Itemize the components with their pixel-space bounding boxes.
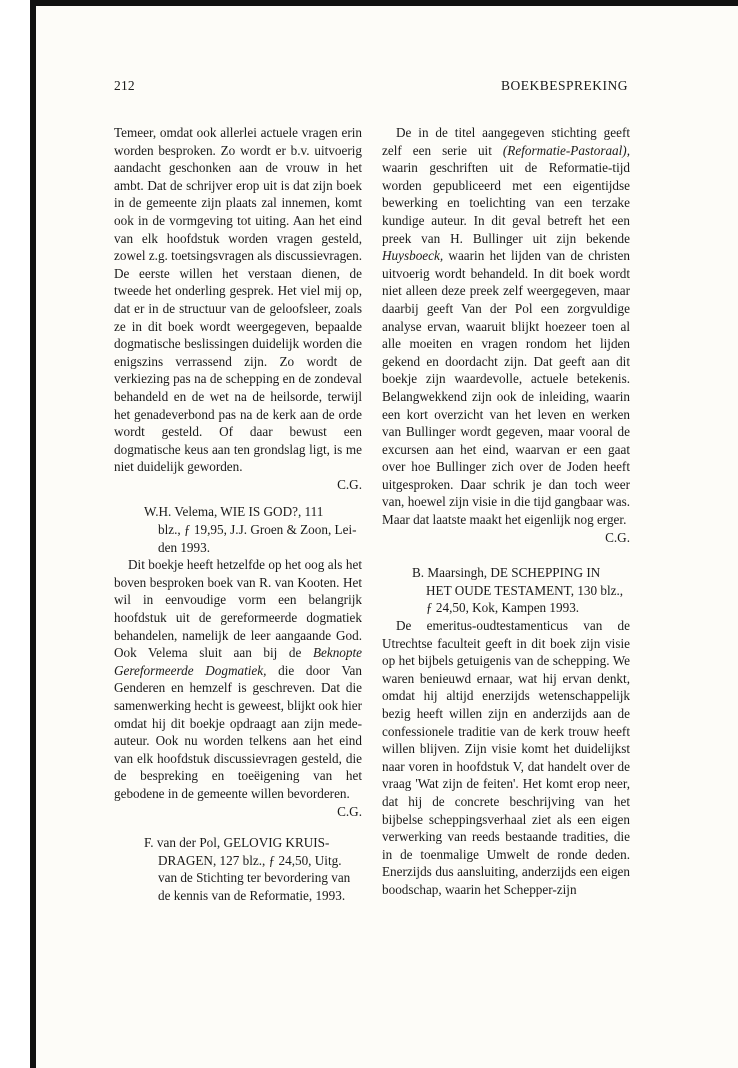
page-number: 212 bbox=[114, 78, 135, 93]
book-reference bbox=[114, 834, 362, 904]
italic-title: (Reformatie-Pastoraal), bbox=[502, 142, 630, 158]
reference-line: den 1993. bbox=[158, 539, 211, 555]
paragraph-text: De in de titel aangegeven stichting geeft zelf een serie uit bbox=[382, 125, 630, 158]
reference-line: blz., ƒ 19,95, J.J. Groen & Zoon, Lei- bbox=[158, 522, 357, 538]
reviewer-initials: C.G. bbox=[337, 476, 362, 492]
reference-line: HET OUDE TESTAMENT, 130 blz., bbox=[426, 582, 624, 598]
book-reference bbox=[114, 503, 362, 556]
review-paragraph bbox=[382, 124, 630, 529]
paragraph-text: waarin het lijden van de christen uitvoerig wordt behandeld. In dit boek wordt niet alleen deze preek zelf weergegeven, maar daarbij geeft Van der Pol een zorgvuldige analyse ervan, waaruit blijkt hoezeer toen al alle moeiten en vragen rondom het lijden gekend en doordacht zijn. Dat geeft aan dit boekje zijn waardevolle, actuele betekenis. Belangwekkend zijn ook de inleiding, waarin een kort overzicht van het leven en werken van Bullinger wordt gegeven, maar vooral de excursen aan het eind, waarvan er een gaat over hoe Bullinger zich over de Joden heeft uitgesproken. Daar schrik je dan toch weer van, hoewel zijn visie in die tijd gangbaar was. Maar dat laatste maakt het eigenlijk nog erger. bbox=[382, 248, 630, 528]
paragraph-text: die door Van Genderen en hemzelf is geschreven. Dat die samenwerking hecht is geweest, blijkt ook hier omdat hij dit boekje opdraagt aan zijn mede-auteur. Ook nu worden telkens aan het eind van elk hoofdstuk discussievragen gesteld, die de bespreking en toeëigening van het gebodene in de gemeente willen bevorderen. bbox=[114, 662, 362, 801]
running-title: BOEKBESPREKING bbox=[500, 78, 628, 93]
reference-line: de kennis van de Reformatie, 1993. bbox=[158, 887, 346, 903]
italic-title: Beknopte Gereformeerde Dogmatiek, bbox=[114, 645, 362, 678]
review-paragraph: De emeritus-oudtestamenticus van de Utrechtse faculteit geeft in dit boek zijn visie op het bijbels getuigenis van de schepping. We waren benieuwd ernaar, wat hij ervan denkt, omdat hij altijd enerzijds wetenschappelijk bezig heeft willen zijn en anderzijds aan de confessionele traditie van de kerk trouw heeft willen blijven. Zijn visie komt het duidelijkst naar voren in hoofdstuk V, dat handelt over de vraag 'Wat zijn de feiten'. Het komt erop neer, dat hij de concrete beschrijving van het bijbelse scheppingsverhaal ziet als een eigen verwerking van reeds bestaande tradities, die in de toenmalige Umwelt de ronde deden. Enerzijds dus aansluiting, anderzijds een eigen boodschap, waarin het Schepper-zijn bbox=[382, 618, 630, 897]
paragraph-text: waarin geschriften uit de Reformatie-tijd worden gepubliceerd met een eigentijdse bewerking en toelichting van een terzake kundige auteur. In dit geval betreft het een preek van H. Bullinger uit zijn bekende bbox=[382, 160, 630, 246]
italic-title: Huysboeck, bbox=[382, 248, 444, 264]
reference-line: B. Maarsingh, DE SCHEPPING IN bbox=[412, 565, 601, 581]
reference-line: W.H. Velema, WIE IS GOD?, 111 bbox=[144, 504, 324, 520]
right-column bbox=[382, 124, 630, 899]
reference-line: F. van der Pol, GELOVIG KRUIS- bbox=[144, 835, 330, 851]
reference-line: ƒ 24,50, Kok, Kampen 1993. bbox=[426, 600, 580, 616]
reference-line: van de Stichting ter bevordering van bbox=[158, 870, 351, 886]
paragraph-text: Dit boekje heeft hetzelfde op het oog als het boven besproken boek van R. van Kooten. Het wil in eenvoudige vorm een belangrijk hoofdstuk uit de gereformeerde dogmatiek behandelen, namelijk de leer aangaande God. Ook Velema sluit aan bij de bbox=[114, 557, 362, 661]
review-paragraph: Temeer, omdat ook allerlei actuele vragen erin worden besproken. Zo wordt er b.v. uitvoerig aandacht geschonken aan de vrouw in het ambt. Dat de schrijver erop uit is dat zijn boek in de gemeente zijn plaats zal innemen, komt ook in de vormgeving tot uiting. Aan het eind van elk hoofdstuk worden vragen gesteld, zowel z.g. toetsingsvragen als discussievragen. De eerste willen het verstaan dienen, de tweede het onderling gesprek. Het viel mij op, dat er in de structuur van de geloofsleer, zoals ze in dit boek wordt weergegeven, bepaalde dogmatische beslissingen duidelijk worden die enigszins verrassend zijn. Zo wordt de verkiezing pas na de schepping en de zondeval behandeld en de wet na de heilsorde, terwijl het genadeverbond pas na de kerk aan de orde wordt gesteld. Of daar bewust een dogmatische keus aan ten grondslag ligt, is me niet duidelijk geworden. bbox=[114, 125, 362, 475]
left-column bbox=[114, 124, 362, 905]
reference-line: DRAGEN, 127 blz., ƒ 24,50, Uitg. bbox=[158, 852, 342, 868]
reviewer-initials: C.G. bbox=[337, 803, 362, 819]
reviewer-initials: C.G. bbox=[605, 529, 630, 545]
book-reference bbox=[382, 564, 630, 617]
review-paragraph bbox=[114, 556, 362, 802]
